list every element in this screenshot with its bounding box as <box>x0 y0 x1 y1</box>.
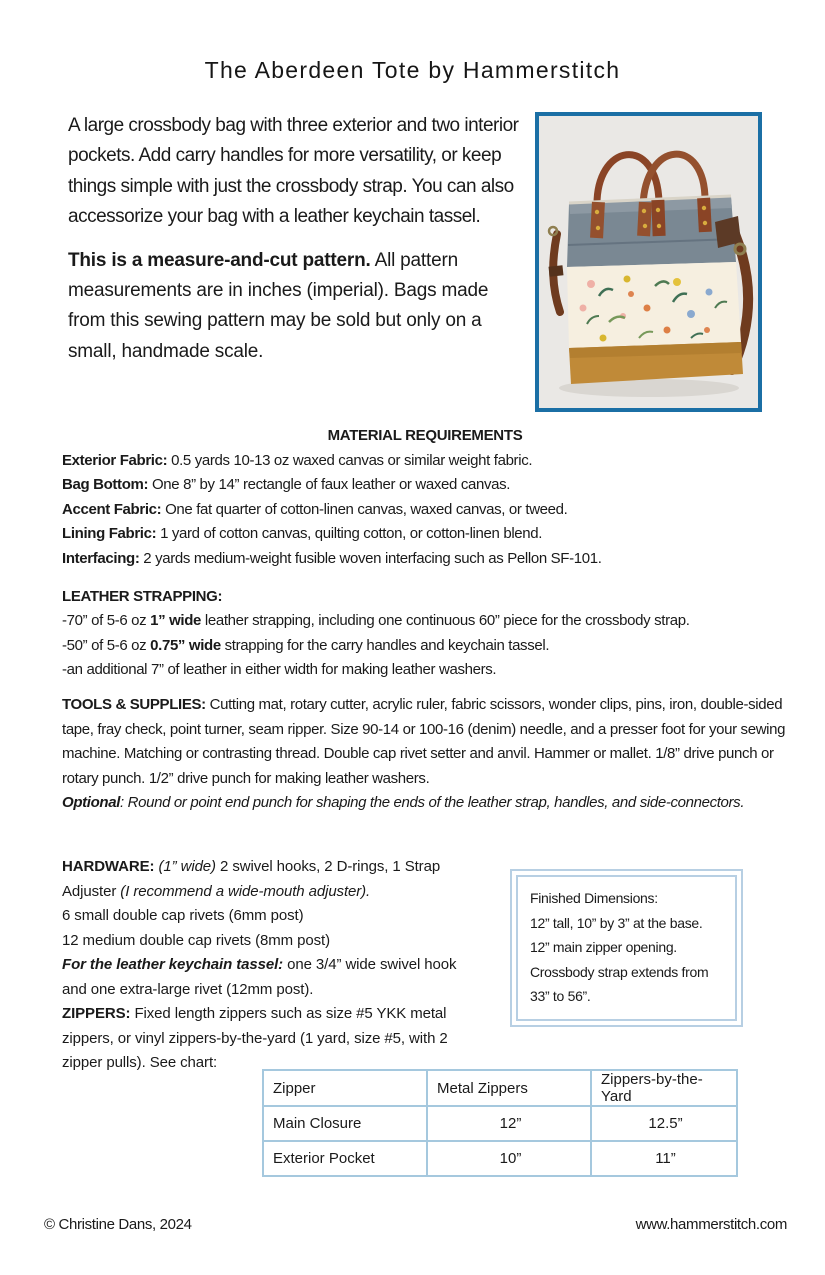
dimensions-size: 12” tall, 10” by 3” at the base. <box>530 914 703 931</box>
dimensions-strap-2: 33” to 56”. <box>530 988 591 1004</box>
measure-and-cut-emphasis: This is a measure-and-cut pattern. <box>68 249 371 271</box>
table-row <box>263 1106 737 1141</box>
cell-exterior-pocket-metal: 10” <box>427 1141 591 1176</box>
dimensions-strap-1: Crossbody strap extends from <box>530 963 709 980</box>
material-requirements-heading: MATERIAL REQUIREMENTS <box>327 427 523 444</box>
hardware-section <box>62 855 482 1076</box>
tassel-label: For the leather keychain tassel: <box>62 956 284 973</box>
hardware-list: 2 swivel hooks, 2 D-rings, 1 Strap Adjuster <box>62 858 441 900</box>
tassel-text: one 3/4” wide swivel hook and one extra-large rivet (12mm post). <box>62 956 457 998</box>
material-item-label: Exterior Fabric: <box>62 452 168 469</box>
leather-strapping-heading: LEATHER STRAPPING: <box>62 588 223 605</box>
dimensions-heading: Finished Dimensions: <box>530 890 658 906</box>
intro-paragraph-2-rest: All pattern measurements are in inches (imperial). Bags made from this sewing pattern may be sold but only on a small, handmade scale. <box>68 249 489 362</box>
leather-strapping-section <box>62 585 788 682</box>
optional-label: Optional <box>62 794 121 811</box>
zippers-line <box>62 1002 482 1076</box>
leather-line-1-width: 1” wide <box>150 612 202 630</box>
material-item-accent-fabric <box>62 498 788 522</box>
tote-bag-illustration <box>539 116 758 408</box>
material-item-exterior-fabric <box>62 449 788 473</box>
leather-line-2-pre: -50” of 5-6 oz <box>62 636 151 654</box>
tools-supplies-body: Cutting mat, rotary cutter, acrylic ruler, fabric scissors, wonder clips, pins, iron, double-sided tape, fray check, point turner, seam ripper. Size 90-14 or 100-16 (denim) needle, and a presser foot for your sewing machine. Matching or contrasting thread. Double cap rivet setter and anvil. Hammer or mallet. 1/8” drive punch or rotary punch. 1/2” drive punch for making leather washers. <box>62 696 786 787</box>
col-header-metal-zippers: Metal Zippers <box>427 1070 591 1106</box>
leather-line-1-post: leather strapping, including one continuous 60” piece for the crossbody strap. <box>201 612 690 630</box>
intro-paragraph-2 <box>68 246 520 368</box>
hardware-rivets-small: 6 small double cap rivets (6mm post) <box>62 907 304 924</box>
cell-exterior-pocket-yard: 11” <box>591 1141 737 1176</box>
tools-supplies-label: TOOLS & SUPPLIES: <box>62 696 206 713</box>
hardware-label: HARDWARE: <box>62 858 155 875</box>
leather-line-2-width: 0.75” wide <box>150 636 221 654</box>
dimensions-zipper: 12” main zipper opening. <box>530 939 677 955</box>
hardware-rivets-medium: 12 medium double cap rivets (8mm post) <box>62 931 330 949</box>
intro-text <box>68 111 520 367</box>
leather-line-2-post: strapping for the carry handles and keychain tassel. <box>220 636 550 654</box>
material-item-label: Interfacing: <box>62 549 140 567</box>
material-item-text: One fat quarter of cotton-linen canvas, waxed canvas, or tweed. <box>161 500 568 518</box>
finished-dimensions-box <box>510 869 743 1027</box>
col-header-zippers-by-the-yard: Zippers-by-the-Yard <box>591 1070 737 1106</box>
material-requirements-section <box>62 427 788 571</box>
optional-text: : Round or point end punch for shaping the ends of the leather strap, handles, and side-connectors. <box>120 794 745 811</box>
leather-line-3: -an additional 7” of leather in either width for making leather washers. <box>62 660 497 678</box>
material-item-interfacing <box>62 547 788 571</box>
page-footer <box>44 1216 787 1233</box>
tools-optional-line <box>62 791 788 816</box>
material-item-label: Lining Fabric: <box>62 525 157 543</box>
table-header-row <box>263 1070 737 1106</box>
material-item-bag-bottom <box>62 473 788 497</box>
tote-bag-photo <box>535 112 762 412</box>
cell-main-closure-yard: 12.5” <box>591 1106 737 1141</box>
material-item-text: 1 yard of cotton canvas, quilting cotton, or cotton-linen blend. <box>156 525 543 543</box>
hardware-paragraph <box>62 855 482 904</box>
tools-paragraph <box>62 693 788 791</box>
copyright-text: © Christine Dans, 2024 <box>44 1216 192 1233</box>
leather-line-1-pre: -70” of 5-6 oz <box>62 612 151 630</box>
material-item-lining-fabric <box>62 522 788 546</box>
material-item-text: 2 yards medium-weight fusible woven interfacing such as Pellon SF-101. <box>139 549 602 567</box>
zippers-label: ZIPPERS: <box>62 1005 131 1022</box>
hardware-width-note: (1” wide) <box>154 858 221 875</box>
finished-dimensions-inner <box>516 875 737 1021</box>
hardware-adjuster-note: (I recommend a wide-mouth adjuster). <box>120 882 371 900</box>
material-item-label: Accent Fabric: <box>62 500 162 518</box>
leather-line-2 <box>62 634 788 658</box>
leather-line-1 <box>62 609 788 633</box>
col-header-zipper: Zipper <box>263 1070 427 1106</box>
cell-main-closure-metal: 12” <box>427 1106 591 1141</box>
zippers-text: Fixed length zippers such as size #5 YKK metal zippers, or vinyl zippers-by-the-yard (1 yard, size #5, with 2 zipper pulls). See chart: <box>62 1005 448 1071</box>
table-row <box>263 1141 737 1176</box>
material-item-text: 0.5 yards 10-13 oz waxed canvas or similar weight fabric. <box>167 452 533 469</box>
page-title: The Aberdeen Tote by Hammerstitch <box>204 57 621 83</box>
website-link[interactable]: www.hammerstitch.com <box>635 1216 787 1233</box>
intro-paragraph-1: A large crossbody bag with three exterior and two interior pockets. Add carry handles for more versatility, or keep things simple with just the crossbody strap. You can also accessorize your bag with a leather keychain tassel. <box>68 115 519 228</box>
zipper-size-table <box>262 1069 738 1177</box>
material-item-text: One 8” by 14” rectangle of faux leather or waxed canvas. <box>148 476 511 494</box>
hardware-tassel-line <box>62 953 482 1002</box>
cell-exterior-pocket: Exterior Pocket <box>263 1141 427 1176</box>
material-item-label: Bag Bottom: <box>62 476 149 494</box>
cell-main-closure: Main Closure <box>263 1106 427 1141</box>
tools-supplies-section <box>62 693 788 816</box>
